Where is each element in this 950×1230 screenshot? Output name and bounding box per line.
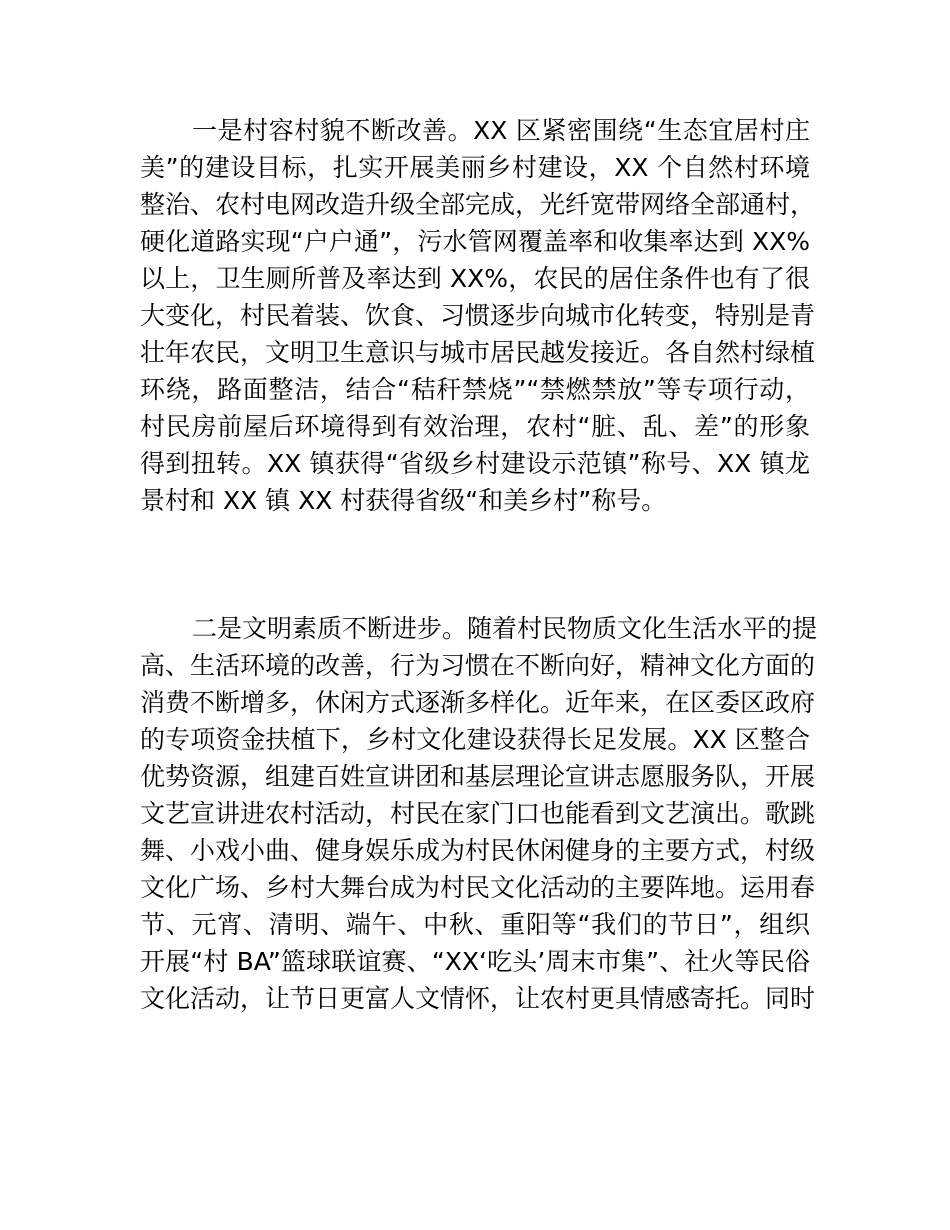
text-line: 消费不断增多，休闲方式逐渐多样化。近年来，在区委区政府 [140, 688, 816, 717]
text-line: 文化广场、乡村大舞台成为村民文化活动的主要阵地。运用春 [140, 873, 816, 902]
text-line: 硬化道路实现“户户通”，污水管网覆盖率和收集率达到 XX% [140, 227, 810, 256]
text-line: 环绕，路面整洁，结合“秸秆禁烧”“禁燃禁放”等专项行动， [140, 375, 810, 404]
text-line: 整治、农村电网改造升级全部完成，光纤宽带网络全部通村， [140, 190, 816, 219]
paragraph-village-appearance [140, 112, 816, 519]
text-line: 得到扭转。XX 镇获得“省级乡村建设示范镇”称号、XX 镇龙 [140, 449, 810, 478]
text-line: 以上，卫生厕所普及率达到 XX%，农民的居住条件也有了很 [140, 264, 810, 293]
text-line: 舞、小戏小曲、健身娱乐成为村民休闲健身的主要方式，村级 [140, 836, 816, 865]
text-line: 开展“村 BA”篮球联谊赛、“XX‘吃头’周末市集”、社火等民俗 [140, 947, 810, 976]
paragraph-civilization-quality [140, 610, 818, 1017]
text-line: 文艺宣讲进农村活动，村民在家门口也能看到文艺演出。歌跳 [140, 799, 816, 828]
text-line: 景村和 XX 镇 XX 村获得省级“和美乡村”称号。 [140, 486, 667, 515]
text-line: 大变化，村民着装、饮食、习惯逐步向城市化转变，特别是青 [140, 301, 816, 330]
text-line: 的专项资金扶植下，乡村文化建设获得长足发展。XX 区整合 [140, 725, 810, 754]
text-line: 节、元宵、清明、端午、中秋、重阳等“我们的节日”，组织 [140, 910, 810, 939]
text-line: 美”的建设目标，扎实开展美丽乡村建设，XX 个自然村环境 [140, 153, 810, 182]
text-line: 高、生活环境的改善，行为习惯在不断向好，精神文化方面的 [140, 651, 816, 680]
text-line: 一是村容村貌不断改善。XX 区紧密围绕“生态宜居村庄 [192, 116, 810, 145]
text-line: 文化活动，让节日更富人文情怀，让农村更具情感寄托。同时 [140, 984, 816, 1013]
text-line: 壮年农民，文明卫生意识与城市居民越发接近。各自然村绿植 [140, 338, 816, 367]
text-line: 二是文明素质不断进步。随着村民物质文化生活水平的提 [192, 614, 818, 643]
text-line: 优势资源，组建百姓宣讲团和基层理论宣讲志愿服务队，开展 [140, 762, 816, 791]
text-line: 村民房前屋后环境得到有效治理，农村“脏、乱、差”的形象 [140, 412, 810, 441]
